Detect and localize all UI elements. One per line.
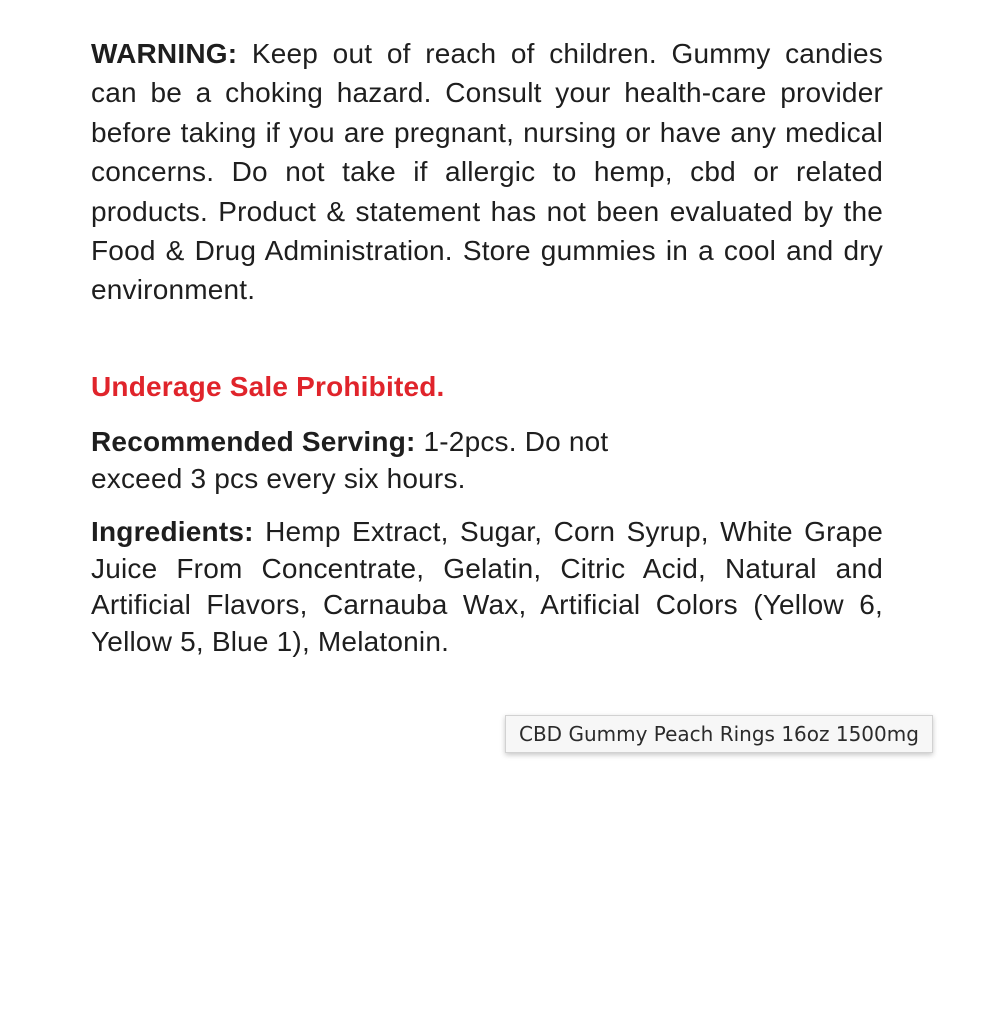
serving-heading: Recommended Serving: [91,426,416,457]
serving-paragraph [91,423,691,497]
serving-text: 1-2pcs. Do not exceed 3 pcs every six hours. [91,426,609,494]
warning-paragraph [91,34,883,310]
ingredients-text: Hemp Extract, Sugar, Corn Syrup, White Grape Juice From Concentrate, Gelatin, Citric Acid, Natural and Artificial Flavors, Carnauba Wax, Artificial Colors (Yellow 6, Yellow 5, Blue 1), Melatonin. [91,516,883,657]
ingredients-heading: Ingredients: [91,516,254,547]
underage-sale-notice: Underage Sale Prohibited. [91,371,445,402]
warning-text: Keep out of reach of children. Gummy candies can be a choking hazard. Consult your health-care provider before taking if you are pregnant, nursing or have any medical concerns. Do not take if allergic to hemp, cbd or related products. Product & statement has not been evaluated by the Food & Drug Administration. Store gummies in a cool and dry environment. [91,38,883,306]
warning-heading: WARNING: [91,38,238,69]
ingredients-paragraph [91,514,883,660]
image-title-tooltip: CBD Gummy Peach Rings 16oz 1500mg [505,715,933,753]
